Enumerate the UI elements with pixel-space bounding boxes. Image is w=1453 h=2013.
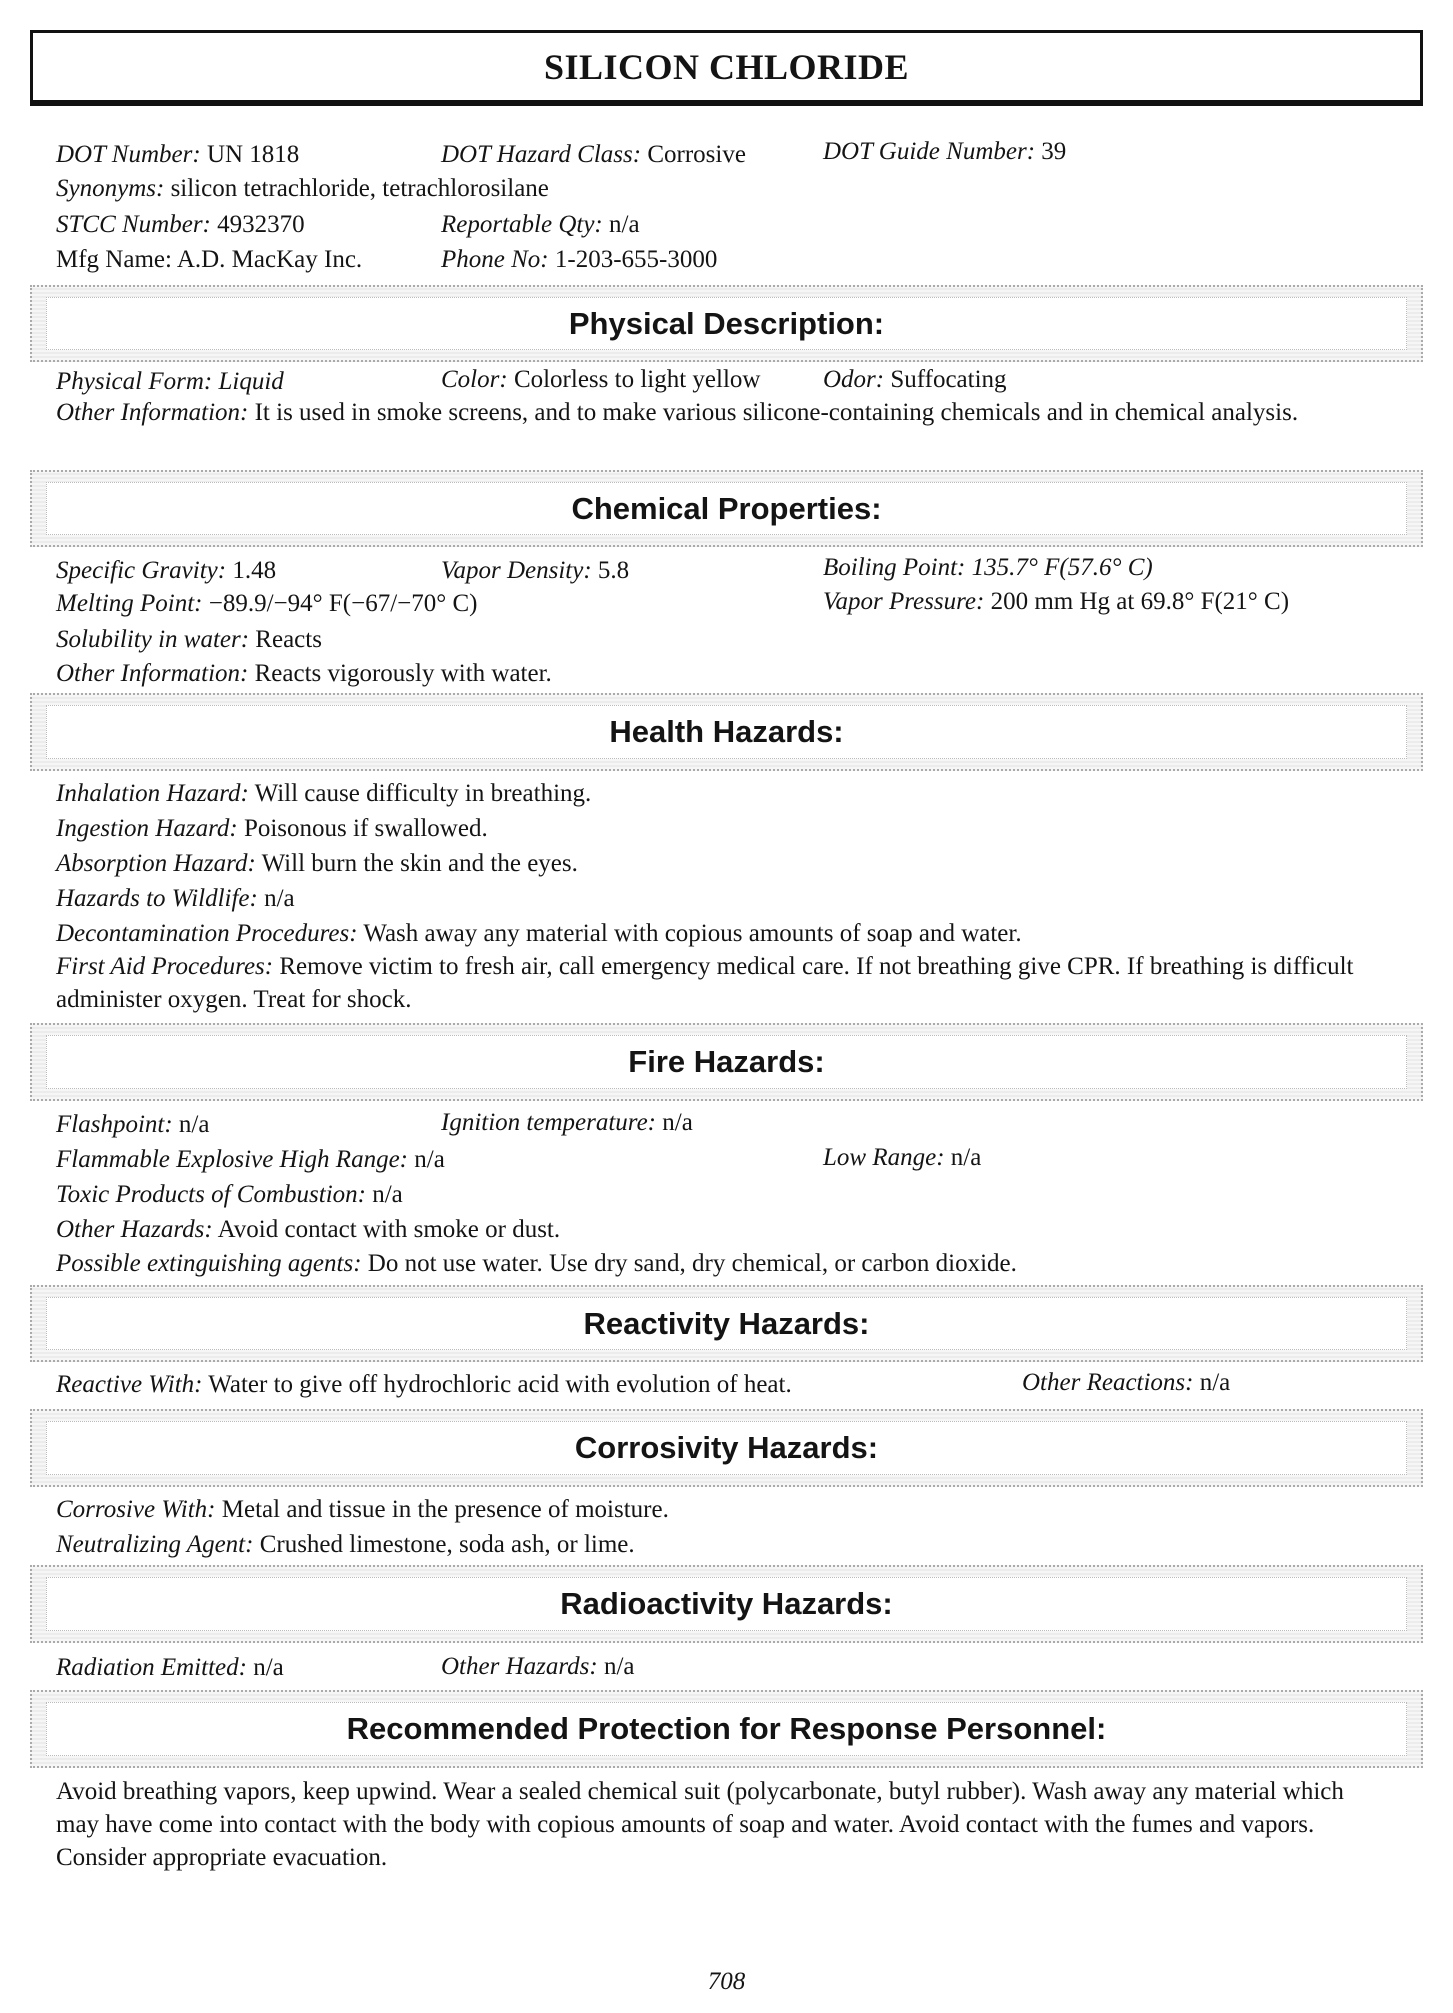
corrosive-with: Corrosive With: Metal and tissue in the presence of moisture. — [56, 1496, 669, 1523]
ignition-temperature: Ignition temperature: n/a — [441, 1109, 693, 1136]
low-range: Low Range: n/a — [823, 1144, 982, 1171]
flammable-high-range: Flammable Explosive High Range: n/a — [56, 1146, 445, 1173]
title-box — [30, 30, 1423, 106]
decontamination-procedures: Decontamination Procedures: Wash away any material with copious amounts of soap and water. — [56, 920, 1022, 947]
flashpoint: Flashpoint: n/a — [56, 1111, 210, 1138]
reactive-with: Reactive With: Water to give off hydrochloric acid with evolution of heat. — [56, 1371, 792, 1398]
chemical-other-info: Other Information: Reacts vigorously with water. — [56, 660, 552, 687]
fire-other-hazards: Other Hazards: Avoid contact with smoke or dust. — [56, 1216, 561, 1243]
page-title: SILICON CHLORIDE — [543, 46, 910, 87]
page-number: 708 — [707, 1968, 746, 1995]
synonyms: Synonyms: silicon tetrachloride, tetrachlorosilane — [56, 175, 549, 202]
boiling-point: Boiling Point: 135.7° F(57.6° C) — [823, 554, 1153, 581]
vapor-pressure: Vapor Pressure: 200 mm Hg at 69.8° F(21° C) — [823, 588, 1290, 615]
specific-gravity: Specific Gravity: 1.48 — [56, 557, 277, 584]
dot-number: DOT Number: UN 1818 — [56, 141, 300, 168]
mfg-name: Mfg Name: A.D. MacKay Inc. — [56, 246, 363, 273]
dot-hazard-class: DOT Hazard Class: Corrosive — [441, 141, 746, 168]
radioactivity-other-hazards: Other Hazards: n/a — [441, 1653, 635, 1680]
physical-form: Physical Form: Liquid — [56, 368, 284, 395]
section-header-reactivity: Reactivity Hazards: — [30, 1285, 1423, 1362]
solubility: Solubility in water: Reacts — [56, 626, 322, 653]
other-reactions: Other Reactions: n/a — [1022, 1369, 1231, 1396]
extinguishing-agents: Possible extinguishing agents: Do not use water. Use dry sand, dry chemical, or carbon dioxide. — [56, 1250, 1017, 1277]
ingestion-hazard: Ingestion Hazard: Poisonous if swallowed. — [56, 815, 488, 842]
wildlife-hazard: Hazards to Wildlife: n/a — [56, 885, 295, 912]
section-header-radioactivity: Radioactivity Hazards: — [30, 1565, 1423, 1643]
protection-text: Avoid breathing vapors, keep upwind. Wear a sealed chemical suit (polycarbonate, butyl rubber). Wash away any material which may have come into contact with the body with copious amounts of soap and water. Avoid contact with the fumes and vapors. Consider appropriate evacuation. — [56, 1778, 1344, 1871]
inhalation-hazard: Inhalation Hazard: Will cause difficulty in breathing. — [56, 780, 592, 807]
absorption-hazard: Absorption Hazard: Will burn the skin and the eyes. — [56, 850, 578, 877]
color: Color: Colorless to light yellow — [441, 366, 761, 393]
phone-number: Phone No: 1-203-655-3000 — [441, 246, 718, 273]
melting-point: Melting Point: −89.9/−94° F(−67/−70° C) — [56, 590, 478, 617]
first-aid-procedures: First Aid Procedures: Remove victim to fresh air, call emergency medical care. If not breathing give CPR. If breathing is difficult administer oxygen. Treat for shock. — [56, 953, 1354, 1013]
physical-other-info: Other Information: It is used in smoke screens, and to make various silicone-containing chemicals and in chemical analysis. — [56, 399, 1299, 426]
section-header-health: Health Hazards: — [30, 693, 1423, 771]
dot-guide-number: DOT Guide Number: 39 — [823, 138, 1067, 165]
section-header-fire: Fire Hazards: — [30, 1023, 1423, 1101]
section-header-chemical: Chemical Properties: — [30, 470, 1423, 547]
reportable-qty: Reportable Qty: n/a — [441, 211, 640, 238]
radiation-emitted: Radiation Emitted: n/a — [56, 1654, 284, 1681]
stcc-number: STCC Number: 4932370 — [56, 211, 305, 238]
neutralizing-agent: Neutralizing Agent: Crushed limestone, soda ash, or lime. — [56, 1531, 635, 1558]
section-header-protection: Recommended Protection for Response Personnel: — [30, 1690, 1423, 1768]
section-header-physical: Physical Description: — [30, 285, 1423, 362]
toxic-products: Toxic Products of Combustion: n/a — [56, 1181, 403, 1208]
odor: Odor: Suffocating — [823, 366, 1007, 393]
section-header-corrosivity: Corrosivity Hazards: — [30, 1409, 1423, 1487]
vapor-density: Vapor Density: 5.8 — [441, 557, 630, 584]
